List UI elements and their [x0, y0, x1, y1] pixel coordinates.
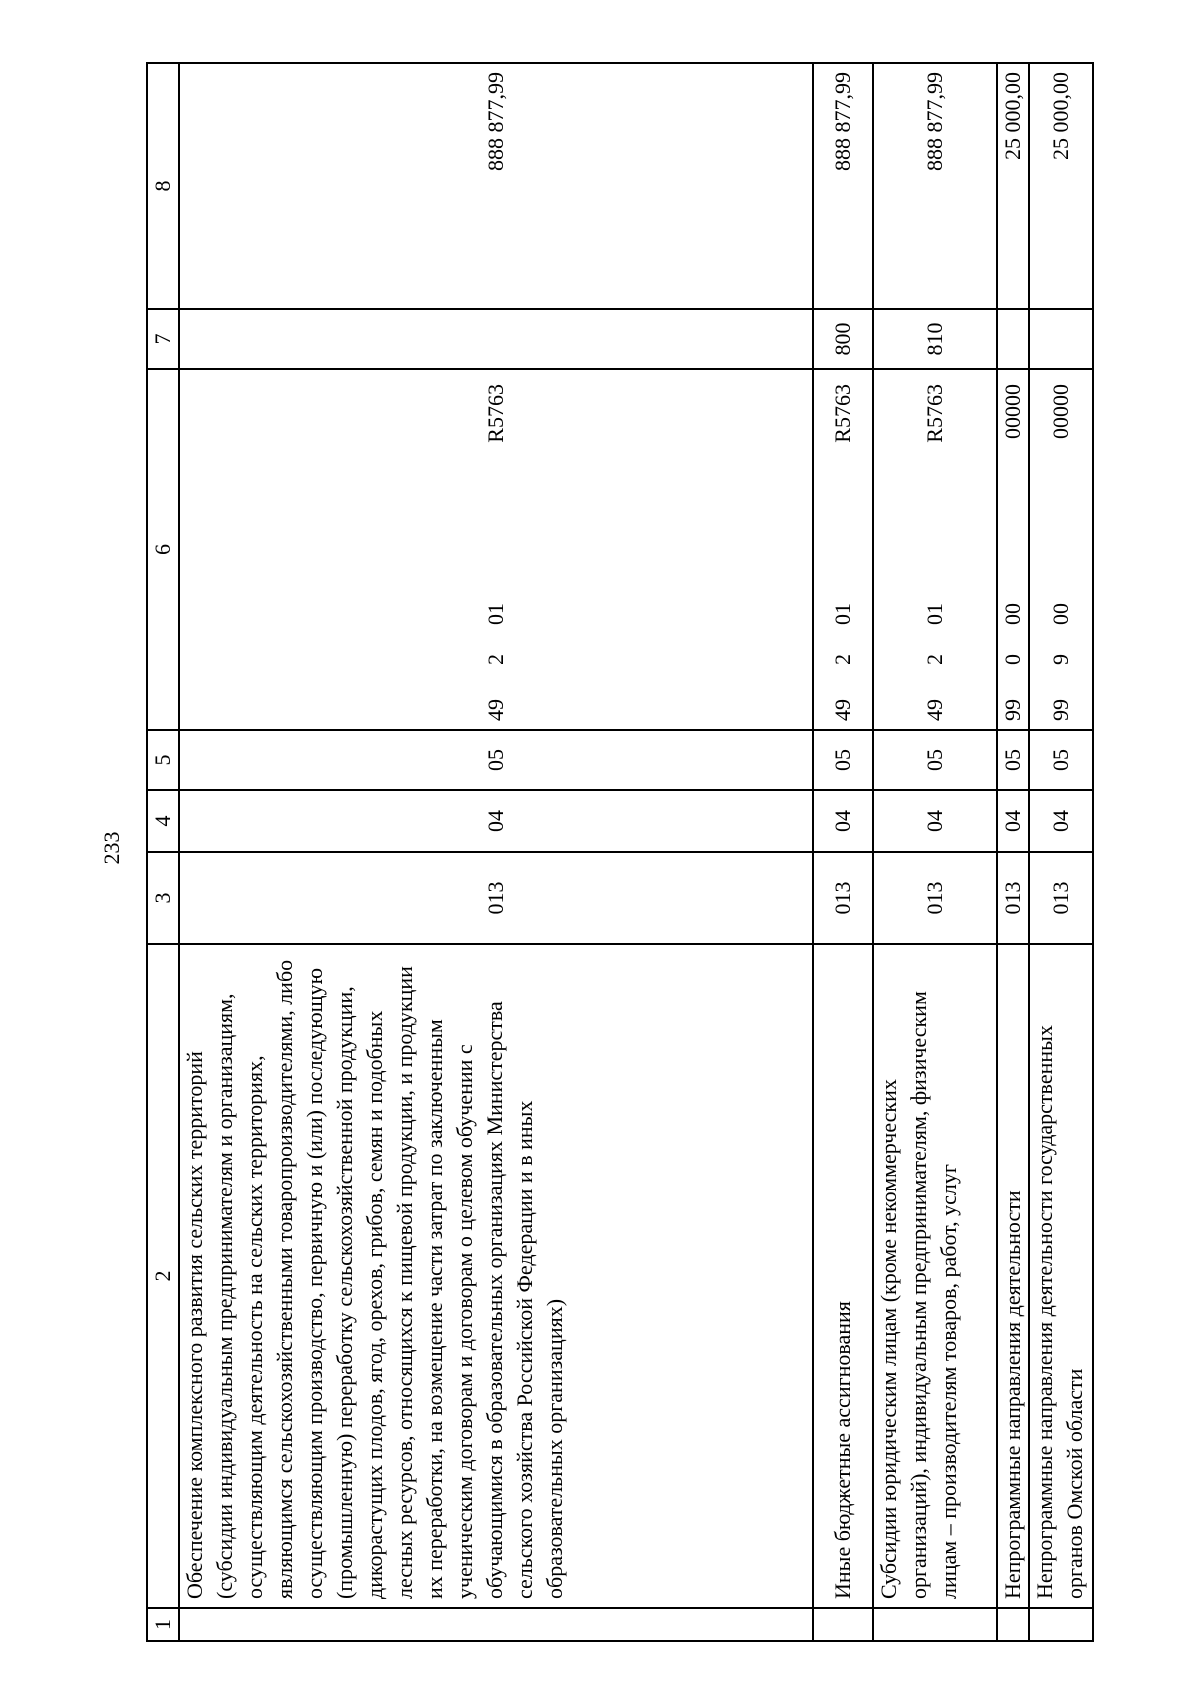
target-program-code: 49	[483, 699, 508, 721]
expense-type-cell	[997, 309, 1029, 369]
target-event-code: 00	[1048, 603, 1073, 625]
row-number-cell	[997, 1608, 1029, 1641]
target-program-code: 99	[1048, 699, 1073, 721]
expense-name-cell: Непрограммные направления деятельности государственных органов Омской области	[1029, 944, 1093, 1608]
amount-cell: 888 877,99	[179, 63, 813, 309]
header-cell: 7	[147, 309, 179, 369]
table-row	[997, 63, 1029, 1641]
ministry-code-cell: 013	[873, 852, 997, 944]
header-cell: 1	[147, 1608, 179, 1641]
ministry-code-cell: 013	[1029, 852, 1093, 944]
amount-cell: 888 877,99	[873, 63, 997, 309]
row-number-cell	[813, 1608, 873, 1641]
row-number-cell	[873, 1608, 997, 1641]
header-cell: 4	[147, 790, 179, 852]
expense-name-cell: Обеспечение комплексного развития сельских территорий (субсидии индивидуальным предпринимателям и организациям, осуществляющим деятельность на сельских территориях, являющимся сельскохозяйственными товаропроизводителями, либо осуществляющим производство, первичную и (или) последующую (промышленную) переработку сельскохозяйственной продукции, дикорастущих плодов, ягод, орехов, грибов, семян и подобных лесных ресурсов, относящихся к пищевой продукции, и продукции их переработки, на возмещение части затрат по заключенным ученическим договорам и договорам о целевом обучении с обучающимися в образовательных организациях Министерства сельского хозяйства Российской Федерации и в иных образовательных организациях)	[179, 944, 813, 1608]
header-cell: 5	[147, 730, 179, 790]
amount-cell: 888 877,99	[813, 63, 873, 309]
subsection-code-cell: 05	[873, 730, 997, 790]
target-program-code: 49	[830, 699, 855, 721]
row-number-cell	[179, 1608, 813, 1641]
target-program-code: 49	[922, 699, 947, 721]
target-subprogram-code: 9	[1048, 654, 1073, 665]
target-direction-code: 00000	[1048, 384, 1073, 439]
target-subprogram-code: 2	[922, 654, 947, 665]
expense-name-cell: Непрограммные направления деятельности	[997, 944, 1029, 1608]
section-code-cell: 04	[813, 790, 873, 852]
target-program-code: 99	[1000, 699, 1025, 721]
page-number: 233	[99, 831, 124, 865]
target-article-cell	[1029, 369, 1093, 730]
expense-name-cell: Иные бюджетные ассигнования	[813, 944, 873, 1608]
expense-name-cell: Субсидии юридическим лицам (кроме некоммерческих организаций), индивидуальным предпринимателям, физическим лицам – производителям товаров, работ, услуг	[873, 944, 997, 1608]
target-event-code: 01	[922, 603, 947, 625]
expense-type-cell	[179, 309, 813, 369]
ministry-code-cell: 013	[997, 852, 1029, 944]
target-article-cell	[813, 369, 873, 730]
row-number-cell	[1029, 1608, 1093, 1641]
table-row	[1029, 63, 1093, 1641]
section-code-cell: 04	[179, 790, 813, 852]
target-subprogram-code: 2	[483, 654, 508, 665]
target-direction-code: R5763	[830, 384, 855, 443]
subsection-code-cell: 05	[179, 730, 813, 790]
subsection-code-cell: 05	[1029, 730, 1093, 790]
expense-type-cell: 810	[873, 309, 997, 369]
budget-table	[146, 62, 1094, 1642]
header-cell: 8	[147, 63, 179, 309]
ministry-code-cell: 013	[179, 852, 813, 944]
table-header-row	[147, 63, 179, 1641]
section-code-cell: 04	[1029, 790, 1093, 852]
target-event-code: 01	[830, 603, 855, 625]
table-row	[179, 63, 813, 1641]
section-code-cell: 04	[873, 790, 997, 852]
target-event-code: 01	[483, 603, 508, 625]
subsection-code-cell: 05	[997, 730, 1029, 790]
target-subprogram-code: 0	[1000, 654, 1025, 665]
target-subprogram-code: 2	[830, 654, 855, 665]
target-event-code: 00	[1000, 603, 1025, 625]
amount-cell: 25 000,00	[997, 63, 1029, 309]
table-row	[813, 63, 873, 1641]
table-row	[873, 63, 997, 1641]
header-cell: 2	[147, 944, 179, 1608]
target-direction-code: R5763	[483, 384, 508, 443]
subsection-code-cell: 05	[813, 730, 873, 790]
target-article-cell	[873, 369, 997, 730]
section-code-cell: 04	[997, 790, 1029, 852]
budget-table-container	[146, 64, 1092, 1642]
ministry-code-cell: 013	[813, 852, 873, 944]
target-article-cell	[997, 369, 1029, 730]
target-direction-code: 00000	[1000, 384, 1025, 439]
expense-type-cell: 800	[813, 309, 873, 369]
amount-cell: 25 000,00	[1029, 63, 1093, 309]
expense-type-cell	[1029, 309, 1093, 369]
target-direction-code: R5763	[922, 384, 947, 443]
target-article-cell	[179, 369, 813, 730]
header-cell: 6	[147, 369, 179, 730]
header-cell: 3	[147, 852, 179, 944]
